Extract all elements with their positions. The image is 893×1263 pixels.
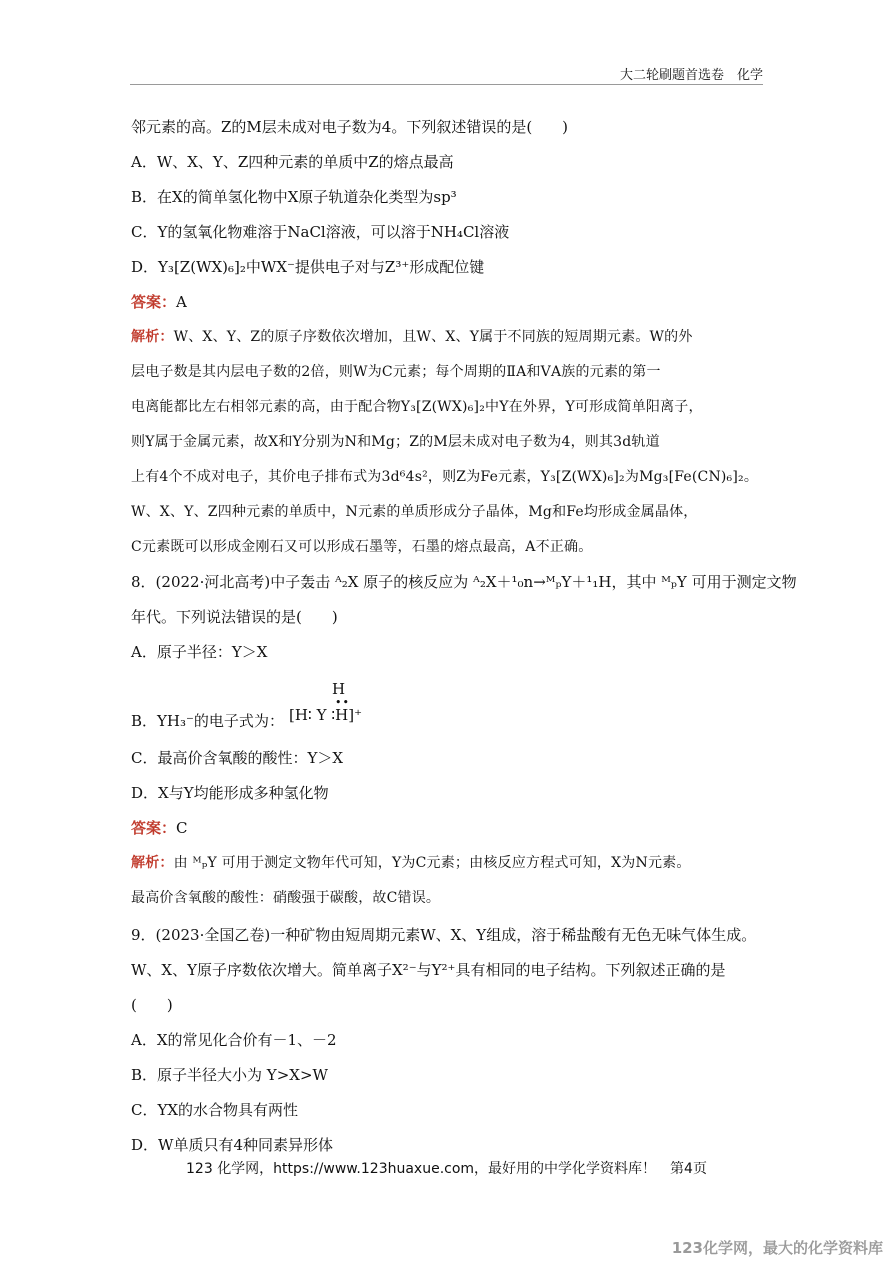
page-header	[130, 64, 763, 85]
q7-analysis-line-5: 上有4个不成对电子，其价电子排布式为3d⁶4s²，则Z为Fe元素，Y₃[Z(WX)₆]₂为Mg₃[Fe(CN)₆]₂。	[131, 469, 759, 485]
q7-option-d: D．Y₃[Z(WX)₆]₂中WX⁻提供电子对与Z³⁺形成配位键	[131, 258, 485, 276]
q9-option-d: D．W单质只有4种同素异形体	[131, 1136, 333, 1154]
q8-stem-line-1: 8．(2022·河北高考)中子轰击 ᴬ₂X 原子的核反应为 ᴬ₂X＋¹₀n→ᴹₚY＋¹₁H，其中 ᴹₚY 可用于测定文物	[131, 573, 797, 591]
header-title: 大二轮刷题首选卷 化学	[619, 68, 763, 83]
q7-analysis-line-2: 层电子数是其内层电子数的2倍，则W为C元素；每个周期的ⅡA和ⅤA族的元素的第一	[131, 364, 661, 380]
answer-value: A	[176, 293, 187, 311]
q9-option-b: B．原子半径大小为 Y>X>W	[131, 1066, 328, 1084]
q8-analysis-line-2: 最高价含氧酸的酸性：硝酸强于碳酸，故C错误。	[131, 890, 441, 906]
q7-analysis-line-1	[131, 327, 693, 347]
q8-answer	[131, 818, 188, 838]
q9-stem-line-3: ( )	[131, 996, 173, 1014]
q9-option-a: A．X的常见化合价有－1、－2	[131, 1031, 337, 1049]
lewis-top-h: H	[332, 680, 346, 698]
q7-analysis-line-6: W、X、Y、Z四种元素的单质中，N元素的单质形成分子晶体，Mg和Fe均形成金属晶体，	[131, 504, 698, 520]
q7-option-a: A．W、X、Y、Z四种元素的单质中Z的熔点最高	[131, 153, 454, 171]
analysis-text: 由 ᴹₚY 可用于测定文物年代可知，Y为C元素；由核反应方程式可知，X为N元素。	[173, 855, 691, 871]
analysis-label: 解析：	[131, 329, 174, 345]
q8-option-a: A．原子半径：Y＞X	[131, 643, 268, 661]
q8-analysis-line-1	[131, 853, 691, 873]
analysis-label: 解析：	[131, 855, 174, 871]
q7-analysis-line-4: 则Y属于金属元素，故X和Y分别为N和Mg；Z的M层未成对电子数为4，则其3d轨道	[131, 434, 660, 450]
lewis-main-row: [H∶ Y ∶H]⁺	[289, 706, 363, 724]
q8-option-b: B．YH₃⁻的电子式为：	[131, 712, 284, 730]
q7-answer	[131, 292, 187, 312]
q7-analysis-line-3: 电离能都比左右相邻元素的高，由于配合物Y₃[Z(WX)₆]₂中Y在外界，Y可形成简单阳离子，	[131, 399, 703, 415]
analysis-text: W、X、Y、Z的原子序数依次增加，且W、X、Y属于不同族的短周期元素。W的外	[173, 329, 693, 345]
q8-option-c: C．最高价含氧酸的酸性：Y＞X	[131, 749, 344, 767]
q9-option-c: C．YX的水合物具有两性	[131, 1101, 299, 1119]
answer-label: 答案：	[131, 819, 177, 837]
q9-stem-line-1: 9．(2023·全国乙卷)一种矿物由短周期元素W、X、Y组成，溶于稀盐酸有无色无味气体生成。	[131, 926, 757, 944]
q8-option-d: D．X与Y均能形成多种氢化物	[131, 784, 329, 802]
q8-stem-line-2: 年代。下列说法错误的是( )	[131, 608, 338, 626]
electron-formula	[289, 680, 409, 728]
q7-option-b: B．在X的简单氢化物中X原子轨道杂化类型为sp³	[131, 188, 457, 206]
page-footer: 123 化学网，https://www.123huaxue.com，最好用的中学化学资料库！ 第4页	[186, 1161, 707, 1177]
q7-stem-tail: 邻元素的高。Z的M层未成对电子数为4。下列叙述错误的是( )	[131, 118, 569, 136]
q7-analysis-line-7: C元素既可以形成金刚石又可以形成石墨等，石墨的熔点最高，A不正确。	[131, 539, 593, 555]
answer-value: C	[176, 819, 188, 837]
watermark: 123化学网，最大的化学资料库	[671, 1239, 883, 1257]
q9-stem-line-2: W、X、Y原子序数依次增大。简单离子X²⁻与Y²⁺具有相同的电子结构。下列叙述正确的是	[131, 961, 726, 979]
q7-option-c: C．Y的氢氧化物难溶于NaCl溶液，可以溶于NH₄Cl溶液	[131, 223, 510, 241]
answer-label: 答案：	[131, 293, 177, 311]
lewis-lone-pair: ••	[335, 696, 350, 709]
